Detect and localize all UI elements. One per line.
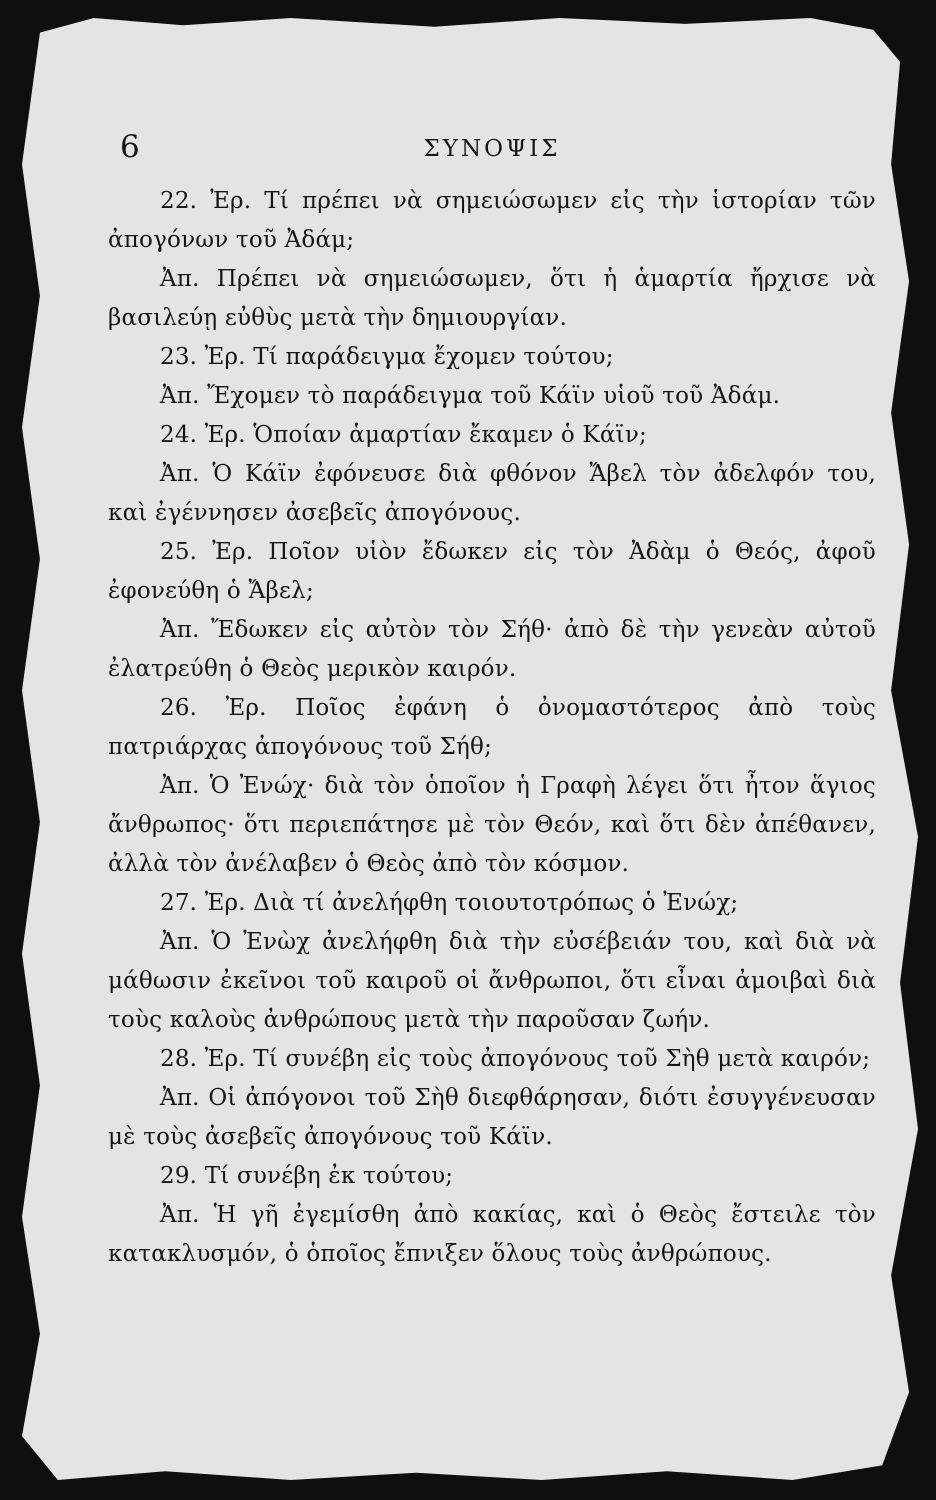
page-number: 6	[120, 129, 140, 165]
question-28: 28. Ἐρ. Τί συνέβη εἰς τοὺς ἀπογόνους τοῦ Σὴθ μετὰ καιρόν;	[160, 1046, 871, 1072]
answer-22: Ἀπ. Πρέπει νὰ σημειώσωμεν, ὅτι ἡ ἁμαρτία ἤρχισε νὰ βασιλεύῃ εὐθὺς μετὰ τὴν δημιουργίαν.	[108, 266, 876, 331]
question-22: 22. Ἐρ. Τί πρέπει νὰ σημειώσωμεν εἰς τὴν ἱστορίαν τῶν ἀπογόνων τοῦ Ἀδάμ;	[108, 188, 876, 253]
question-25: 25. Ἐρ. Ποῖον υἱὸν ἔδωκεν εἰς τὸν Ἀδὰμ ὁ Θεός, ἀφοῦ ἐφονεύθη ὁ Ἄβελ;	[108, 539, 876, 604]
page-content	[108, 130, 876, 1274]
running-title: ΣΥΝΟΨΙΣ	[423, 136, 561, 162]
question-27: 27. Ἐρ. Διὰ τί ἀνελήφθη τοιουτοτρόπως ὁ Ἐνώχ;	[160, 890, 739, 916]
answer-28: Ἀπ. Οἱ ἀπόγονοι τοῦ Σὴθ διεφθάρησαν, διότι ἐσυγγένευσαν μὲ τοὺς ἀσεβεῖς ἀπογόνους τοῦ Κάϊν.	[108, 1085, 876, 1150]
page-header	[108, 130, 876, 182]
question-23: 23. Ἐρ. Τί παράδειγμα ἔχομεν τούτου;	[160, 344, 614, 370]
answer-29: Ἀπ. Ἡ γῆ ἐγεμίσθη ἀπὸ κακίας, καὶ ὁ Θεὸς ἔστειλε τὸν κατακλυσμόν, ὁ ὁποῖος ἔπνιξεν ὅλους τοὺς ἀνθρώπους.	[108, 1202, 876, 1267]
answer-27: Ἀπ. Ὁ Ἐνὼχ ἀνελήφθη διὰ τὴν εὐσέβειάν του, καὶ διὰ νὰ μάθωσιν ἐκεῖνοι τοῦ καιροῦ οἱ ἄνθρωποι, ὅτι εἶναι ἀμοιβαὶ διὰ τοὺς καλοὺς ἀνθρώπους μετὰ τὴν παροῦσαν ζωήν.	[108, 929, 876, 1033]
answer-25: Ἀπ. Ἔδωκεν εἰς αὐτὸν τὸν Σήθ· ἀπὸ δὲ τὴν γενεὰν αὐτοῦ ἐλατρεύθη ὁ Θεὸς μερικὸν καιρόν.	[108, 617, 876, 682]
answer-26: Ἀπ. Ὁ Ἐνώχ· διὰ τὸν ὁποῖον ἡ Γραφὴ λέγει ὅτι ἦτον ἅγιος ἄνθρωπος· ὅτι περιεπάτησε μὲ τὸν Θεόν, καὶ ὅτι δὲν ἀπέθανεν, ἀλλὰ τὸν ἀνέλαβεν ὁ Θεὸς ἀπὸ τὸν κόσμον.	[108, 773, 876, 877]
question-26: 26. Ἐρ. Ποῖος ἐφάνη ὁ ὀνομαστότερος ἀπὸ τοὺς πατριάρχας ἀπογόνους τοῦ Σήθ;	[108, 695, 876, 760]
question-24: 24. Ἐρ. Ὁποίαν ἁμαρτίαν ἔκαμεν ὁ Κάϊν;	[160, 422, 647, 448]
question-29: 29. Τί συνέβη ἐκ τούτου;	[160, 1163, 454, 1189]
answer-23: Ἀπ. Ἔχομεν τὸ παράδειγμα τοῦ Κάϊν υἱοῦ τοῦ Ἀδάμ.	[160, 383, 781, 409]
answer-24: Ἀπ. Ὁ Κάϊν ἐφόνευσε διὰ φθόνον Ἄβελ τὸν ἀδελφόν του, καὶ ἐγέννησεν ἀσεβεῖς ἀπογόνους.	[108, 461, 876, 526]
